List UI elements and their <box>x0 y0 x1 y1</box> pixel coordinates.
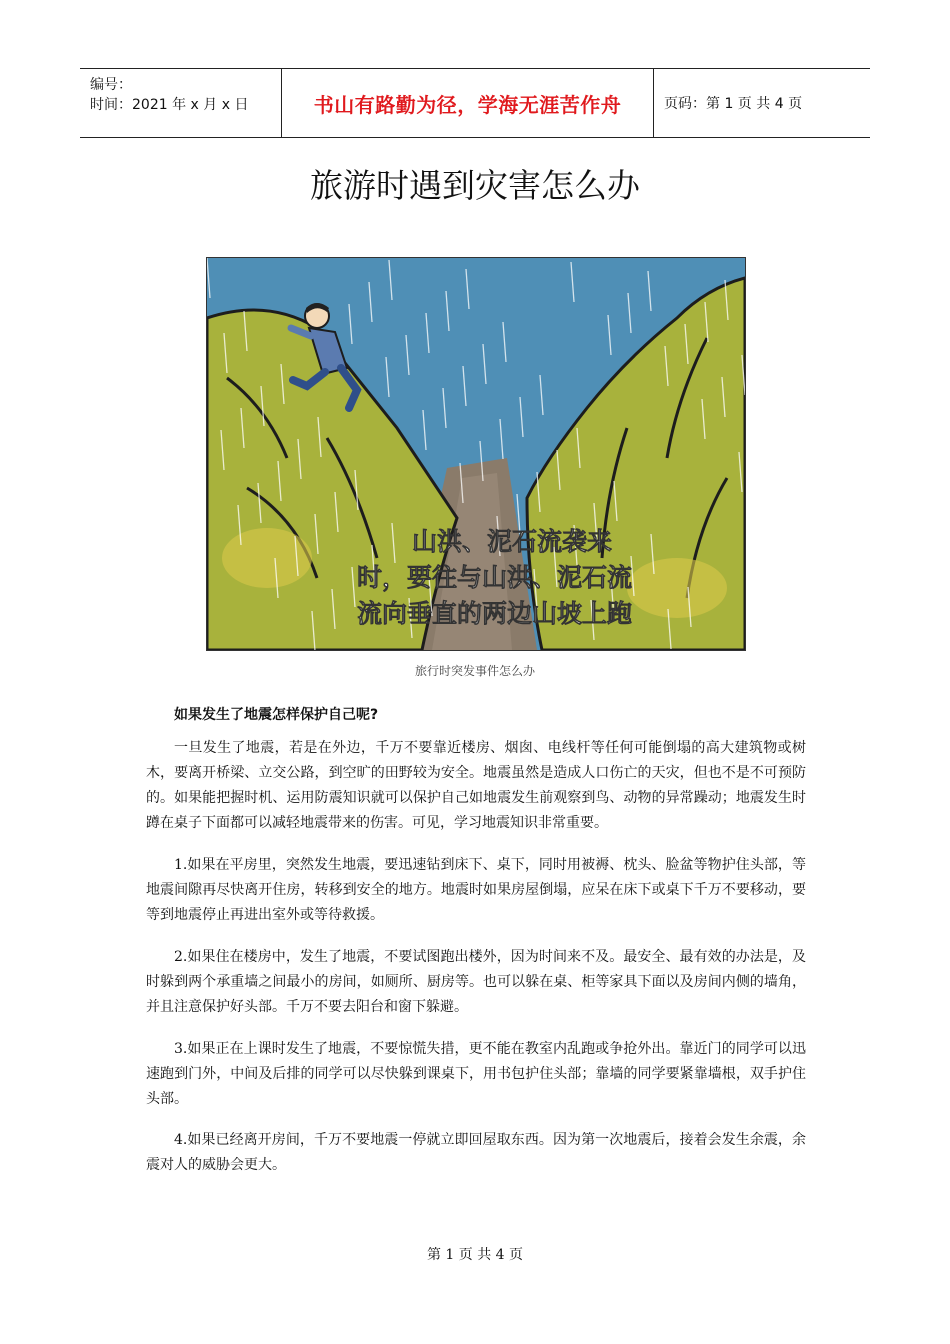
header-page-cell <box>654 69 870 137</box>
overlay-line-2: 时，要往与山洪、泥石流 <box>357 563 633 592</box>
header-meta <box>80 69 282 137</box>
image-caption: 旅行时突发事件怎么办 <box>414 664 535 678</box>
paragraph-item-1: 1.如果在平房里，突然发生地震，要迅速钻到床下、桌下，同时用被褥、枕头、脸盆等物护住头部，等地震间隙再尽快离开住房，转移到安全的地方。地震时如果房屋倒塌，应呆在床下或桌下千万不要移动，要等到地震停止再进出室外或等待救援。 <box>146 857 806 923</box>
page-title: 旅游时遇到灾害怎么办 <box>310 166 640 205</box>
paragraph-item-3: 3.如果正在上课时发生了地震，不要惊慌失措，更不能在教室内乱跑或争抢外出。靠近门的同学可以迅速跑到门外，中间及后排的同学可以尽快躲到课桌下，用书包护住头部；靠墙的同学要紧靠墙根，双手护住头部。 <box>146 1041 806 1107</box>
section-question: 如果发生了地震怎样保护自己呢? <box>174 707 379 723</box>
document-header <box>80 68 870 138</box>
flood-illustration <box>206 257 746 651</box>
page-label: 页码：第 1 页 共 4 页 <box>664 96 803 112</box>
header-motto-cell <box>282 69 654 137</box>
paragraph-intro: 一旦发生了地震，若是在外边，千万不要靠近楼房、烟囱、电线杆等任何可能倒塌的高大建筑物或树木，要离开桥梁、立交公路，到空旷的田野较为安全。地震虽然是造成人口伤亡的天灾，但也不是不可预防的。如果能把握时机、运用防震知识就可以保护自己如地震发生前观察到鸟、动物的异常躁动；地震发生时蹲在桌子下面都可以减轻地震带来的伤害。可见，学习地震知识非常重要。 <box>146 740 806 831</box>
paragraph-item-2: 2.如果住在楼房中，发生了地震，不要试图跑出楼外，因为时间来不及。最安全、最有效的办法是，及时躲到两个承重墙之间最小的房间，如厕所、厨房等。也可以躲在桌、柜等家具下面以及房间内侧的墙角，并且注意保护好头部。千万不要去阳台和窗下躲避。 <box>146 949 806 1015</box>
motto: 书山有路勤为径，学海无涯苦作舟 <box>313 92 622 117</box>
time-label: 时间：2021 年 x 月 x 日 <box>90 97 249 113</box>
page-footer: 第 1 页 共 4 页 <box>426 1247 524 1263</box>
number-label: 编号： <box>90 77 132 93</box>
overlay-line-1: 山洪、泥石流袭来 <box>412 527 613 556</box>
paragraph-item-4: 4.如果已经离开房间，千万不要地震一停就立即回屋取东西。因为第一次地震后，接着会发生余震，余震对人的威胁会更大。 <box>146 1132 806 1173</box>
overlay-line-3: 流向垂直的两边山坡上跑 <box>357 599 633 628</box>
